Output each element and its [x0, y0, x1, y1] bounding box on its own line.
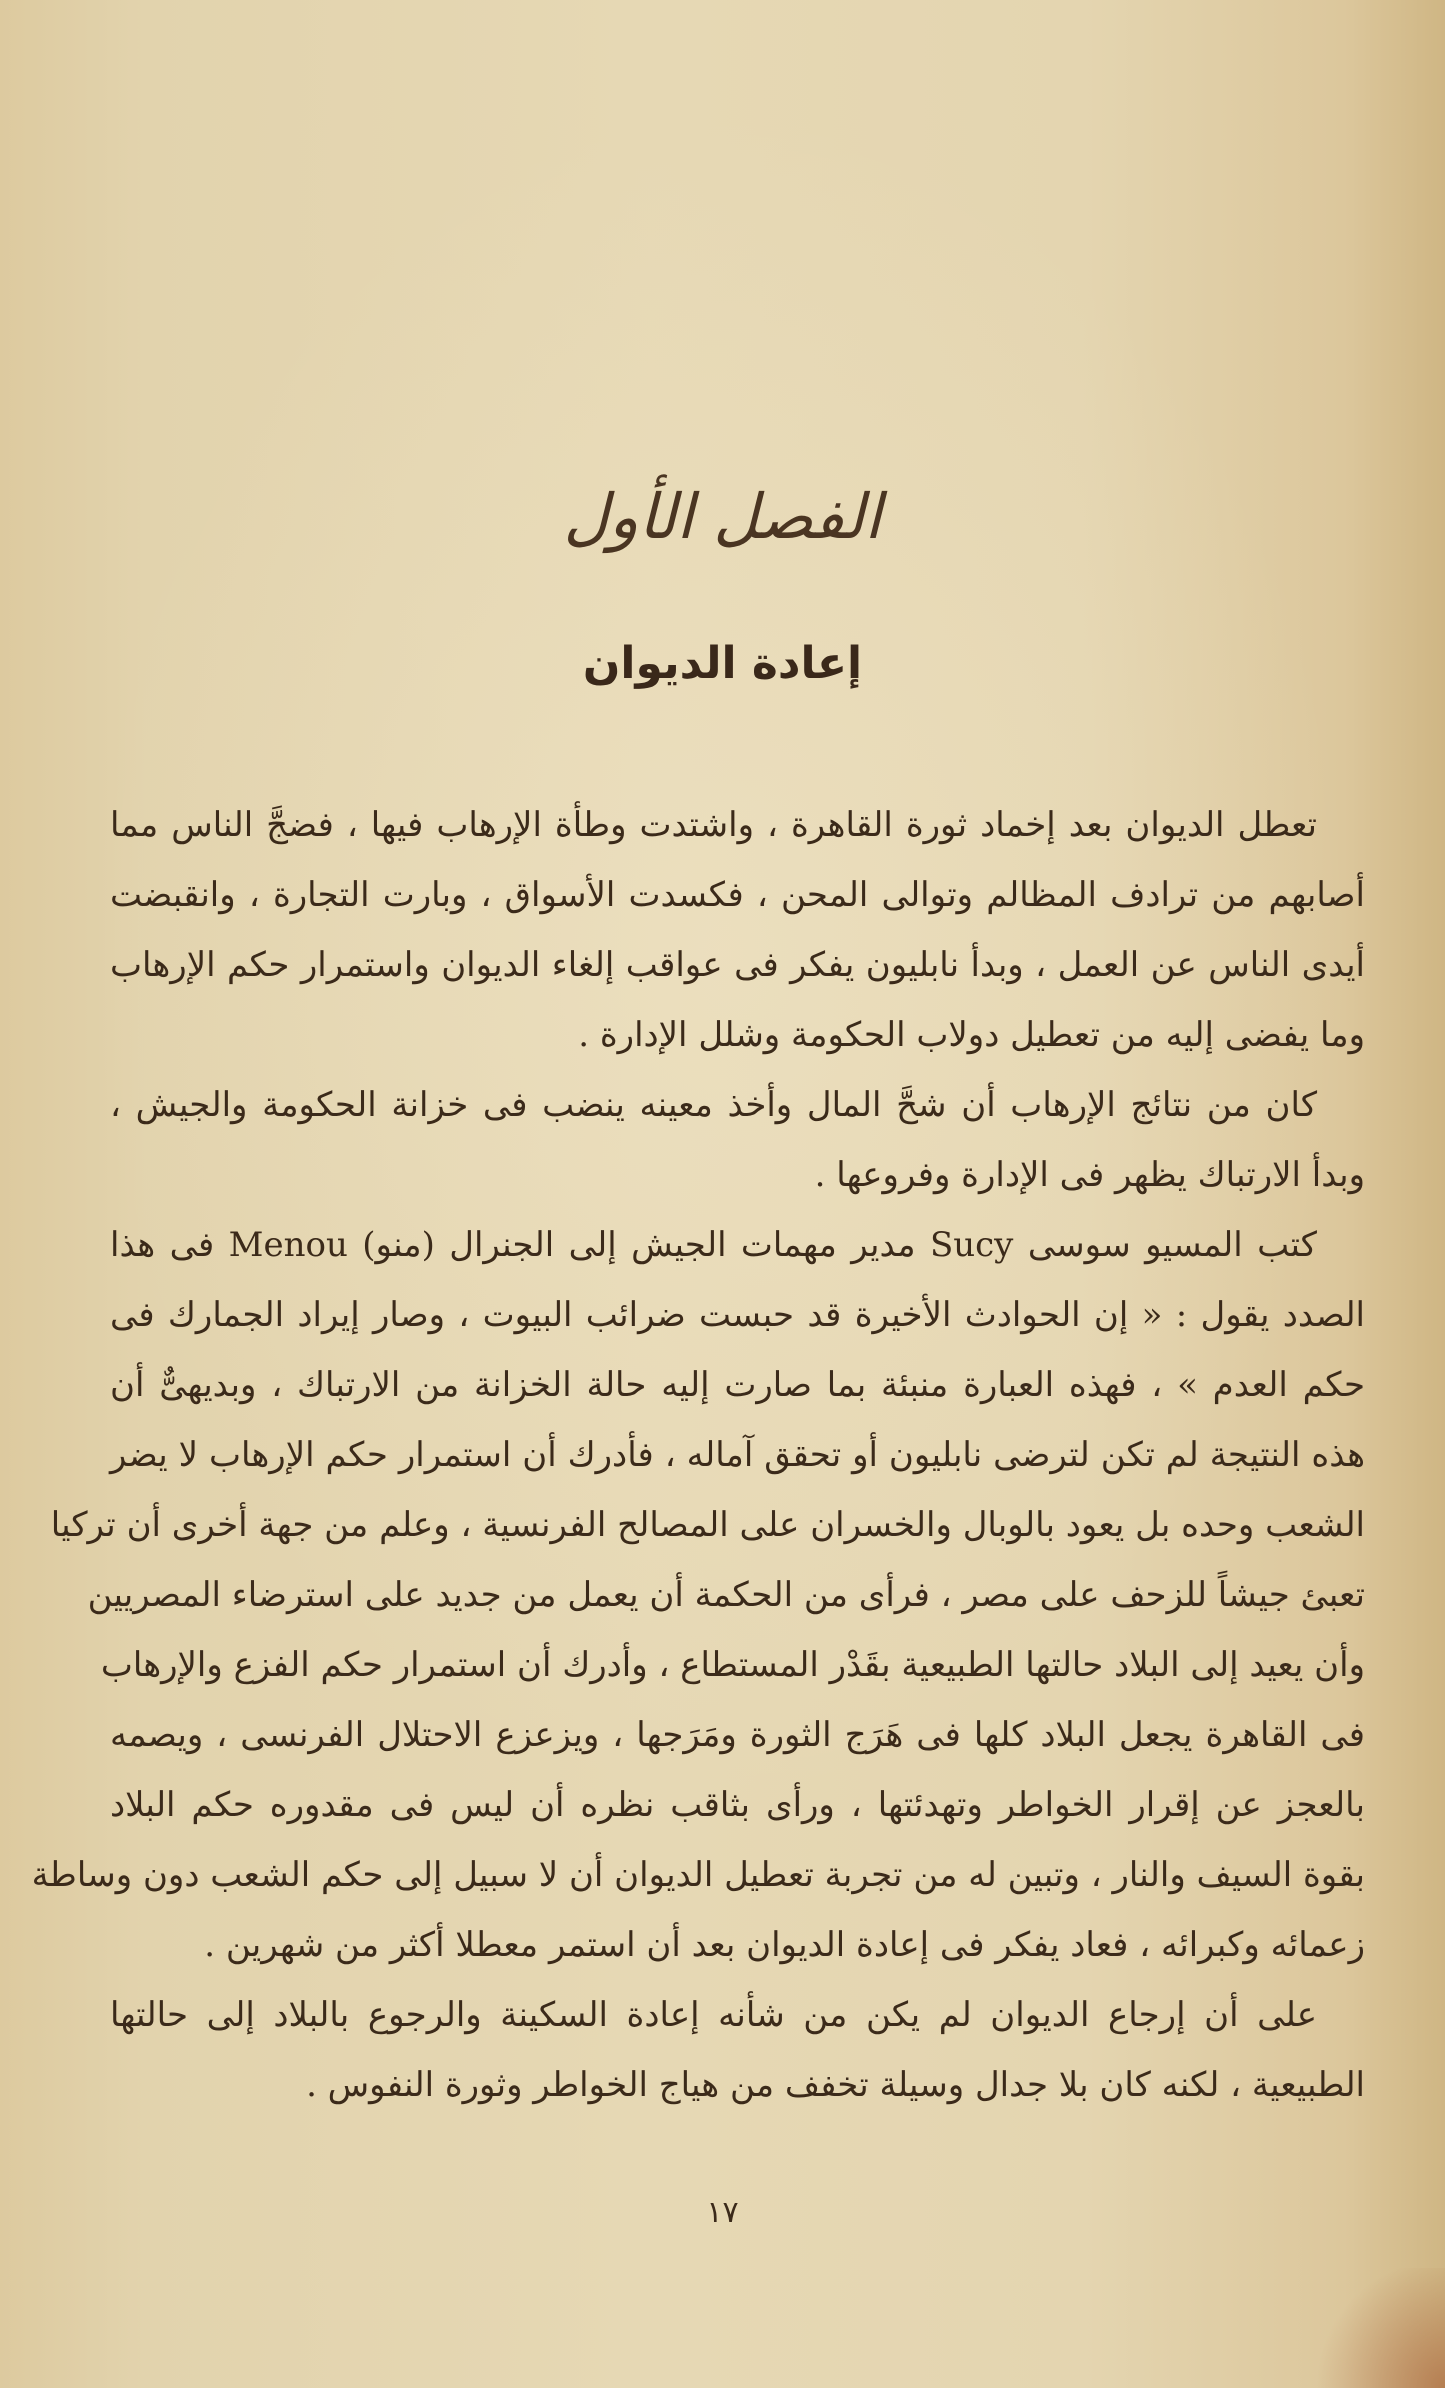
body-text: [31, 790, 1366, 2120]
text-line: الشعب وحده بل يعود بالوبال والخسران على المصالح الفرنسية ، وعلم من جهة أخرى أن تركيا: [50, 1505, 1365, 1545]
text-line: زعمائه وكبرائه ، فعاد يفكر فى إعادة الديوان بعد أن استمر معطلا أكثر من شهرين .: [204, 1925, 1365, 1965]
text-line: هذه النتيجة لم تكن لترضى نابليون أو تحقق آماله ، فأدرك أن استمرار حكم الإرهاب لا يضر: [110, 1435, 1365, 1475]
text-line: كان من نتائج الإرهاب أن شحَّ المال وأخذ معينه ينضب فى خزانة الحكومة والجيش ،: [110, 1085, 1318, 1125]
text-line: على أن إرجاع الديوان لم يكن من شأنه إعادة السكينة والرجوع بالبلاد إلى حالتها: [110, 1995, 1317, 2035]
text-line: تعطل الديوان بعد إخماد ثورة القاهرة ، واشتدت وطأة الإرهاب فيها ، فضجَّ الناس مما: [110, 805, 1317, 845]
text-line: بالعجز عن إقرار الخواطر وتهدئتها ، ورأى بثاقب نظره أن ليس فى مقدوره حكم البلاد: [110, 1785, 1365, 1825]
text-line: وأن يعيد إلى البلاد حالتها الطبيعية بقَدْر المستطاع ، وأدرك أن استمرار حكم الفزع والإرهاب: [100, 1645, 1365, 1685]
text-line: تعبئ جيشاً للزحف على مصر ، فرأى من الحكمة أن يعمل من جديد على استرضاء المصريين: [87, 1575, 1365, 1615]
chapter-label: الفصل الأول: [563, 480, 882, 553]
text-line: الصدد يقول : « إن الحوادث الأخيرة قد حبست ضرائب البيوت ، وصار إيراد الجمارك فى: [110, 1295, 1365, 1335]
chapter-title: إعادة الديوان: [582, 638, 863, 689]
text-line: وما يفضى إليه من تعطيل دولاب الحكومة وشلل الإدارة .: [578, 1015, 1365, 1055]
text-line: فى القاهرة يجعل البلاد كلها فى هَرَج الثورة ومَرَجها ، ويزعزع الاحتلال الفرنسى ، ويصمه: [110, 1715, 1366, 1755]
text-line: وبدأ الارتباك يظهر فى الإدارة وفروعها .: [814, 1155, 1365, 1195]
text-line: أيدى الناس عن العمل ، وبدأ نابليون يفكر فى عواقب إلغاء الديوان واستمرار حكم الإرهاب: [110, 945, 1365, 985]
text-line: حكم العدم » ، فهذه العبارة منبئة بما صارت إليه حالة الخزانة من الارتباك ، وبديهىٌّ أن: [110, 1365, 1365, 1405]
text-line: أصابهم من ترادف المظالم وتوالى المحن ، فكسدت الأسواق ، وبارت التجارة ، وانقبضت: [110, 875, 1365, 915]
text-line: بقوة السيف والنار ، وتبين له من تجربة تعطيل الديوان أن لا سبيل إلى حكم الشعب دون وساطة: [31, 1855, 1365, 1895]
page-number: ١٧: [706, 2195, 739, 2230]
text-line: كتب المسيو سوسى Sucy مدير مهمات الجيش إلى الجنرال (منو) Menou فى هذا: [110, 1225, 1317, 1265]
text-line: الطبيعية ، لكنه كان بلا جدال وسيلة تخفف من هياج الخواطر وثورة النفوس .: [306, 2065, 1365, 2105]
